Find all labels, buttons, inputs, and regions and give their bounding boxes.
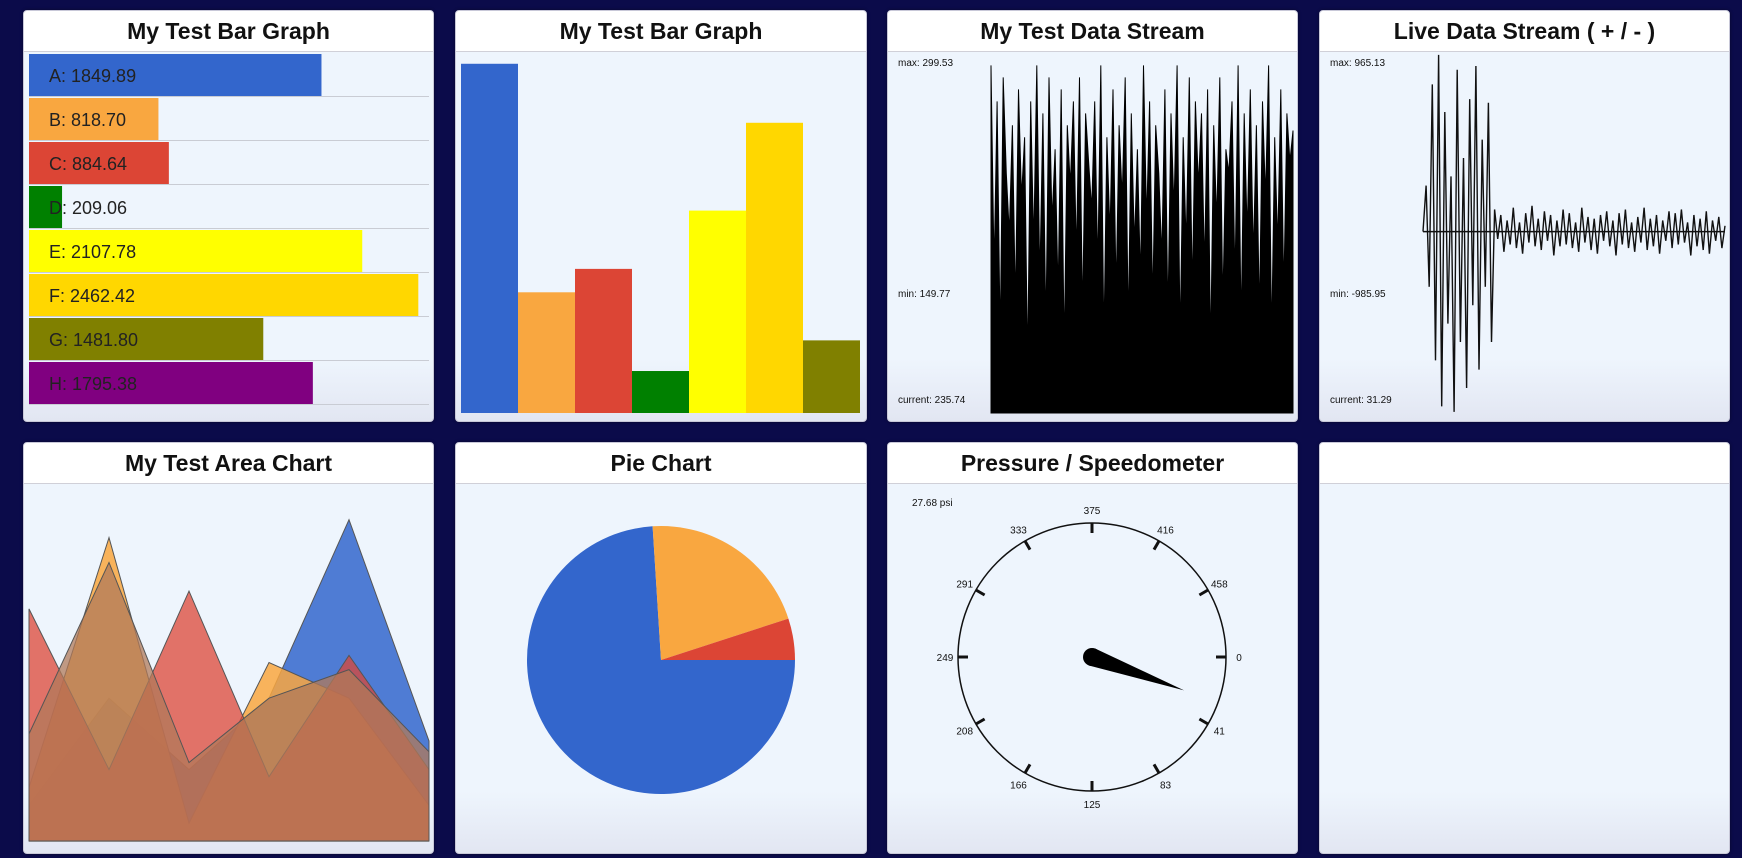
gauge-needle [1089, 649, 1184, 691]
gauge-label-125: 125 [1083, 800, 1101, 811]
gauge-label-333: 333 [1010, 525, 1027, 537]
panel-gauge [887, 442, 1298, 854]
panel-vbar [455, 10, 867, 422]
panel-stream1 [887, 10, 1298, 422]
stream1-area [991, 65, 1293, 413]
gauge-tick-458 [1199, 590, 1208, 595]
stream1-chart [888, 52, 1297, 421]
vbar-bar-D [632, 371, 689, 413]
gauge-chart [888, 484, 1297, 853]
stream2-current-label: current: 31.29 [1330, 395, 1392, 406]
gauge-label-458: 458 [1210, 579, 1228, 591]
gauge-label-0: 0 [1236, 653, 1242, 664]
gauge-label-375: 375 [1083, 506, 1101, 517]
stream1-current-label: current: 235.74 [898, 395, 966, 406]
gauge-tick-416 [1154, 541, 1159, 550]
empty-panel-body [1320, 484, 1729, 853]
pie-chart [456, 484, 866, 853]
gauge-tick-333 [1025, 541, 1030, 550]
panel-empty [1319, 442, 1730, 854]
panel-hbar [23, 10, 434, 422]
panel-title: Live Data Stream ( + / - ) [1320, 11, 1729, 52]
gauge-hub [1083, 648, 1101, 666]
stream1-max-label: max: 299.53 [898, 58, 954, 69]
stream2-max-label: max: 965.13 [1330, 58, 1386, 69]
vbar-chart [456, 52, 866, 421]
gauge-tick-83 [1154, 764, 1159, 773]
stream2-min-label: min: -985.95 [1330, 289, 1386, 300]
hbar-label-E: E: 2107.78 [49, 242, 137, 262]
gauge-tick-291 [976, 590, 985, 595]
hbar-chart [24, 52, 433, 421]
gauge-tick-166 [1025, 764, 1030, 773]
vbar-bar-E [689, 211, 746, 413]
hbar-label-G: G: 1481.80 [49, 330, 139, 350]
vbar-bar-B [518, 292, 575, 413]
stream2-line [1423, 55, 1725, 412]
panel-title: Pie Chart [456, 443, 866, 484]
gauge-label-41: 41 [1213, 726, 1225, 738]
panel-title: Pressure / Speedometer [888, 443, 1297, 484]
panel-pie [455, 442, 867, 854]
gauge-readout: 27.68 psi [912, 498, 953, 509]
vbar-bar-F [746, 123, 803, 413]
panel-title: My Test Bar Graph [24, 11, 433, 52]
panel-title: My Test Data Stream [888, 11, 1297, 52]
gauge-label-249: 249 [936, 653, 954, 664]
stream1-min-label: min: 149.77 [898, 289, 951, 300]
hbar-label-C: C: 884.64 [49, 154, 128, 174]
gauge-label-83: 83 [1159, 780, 1172, 792]
gauge-tick-41 [1199, 719, 1208, 724]
hbar-label-H: H: 1795.38 [49, 374, 138, 394]
gauge-tick-208 [976, 719, 985, 724]
hbar-label-B: B: 818.70 [49, 110, 127, 130]
vbar-bar-G [803, 340, 860, 413]
panel-title: My Test Area Chart [24, 443, 433, 484]
vbar-bar-A [461, 64, 518, 413]
gauge-label-166: 166 [1010, 780, 1027, 792]
gauge-label-208: 208 [956, 726, 974, 738]
panel-title: My Test Bar Graph [456, 11, 866, 52]
area-chart [24, 484, 433, 853]
panel-stream2 [1319, 10, 1730, 422]
panel-area [23, 442, 434, 854]
hbar-label-D: D: 209.06 [49, 198, 128, 218]
panel-title [1320, 443, 1729, 484]
gauge-label-416: 416 [1157, 525, 1174, 537]
gauge-label-291: 291 [956, 579, 974, 591]
vbar-bar-C [575, 269, 632, 413]
stream2-chart [1320, 52, 1729, 421]
hbar-label-A: A: 1849.89 [49, 66, 137, 86]
hbar-label-F: F: 2462.42 [49, 286, 136, 306]
